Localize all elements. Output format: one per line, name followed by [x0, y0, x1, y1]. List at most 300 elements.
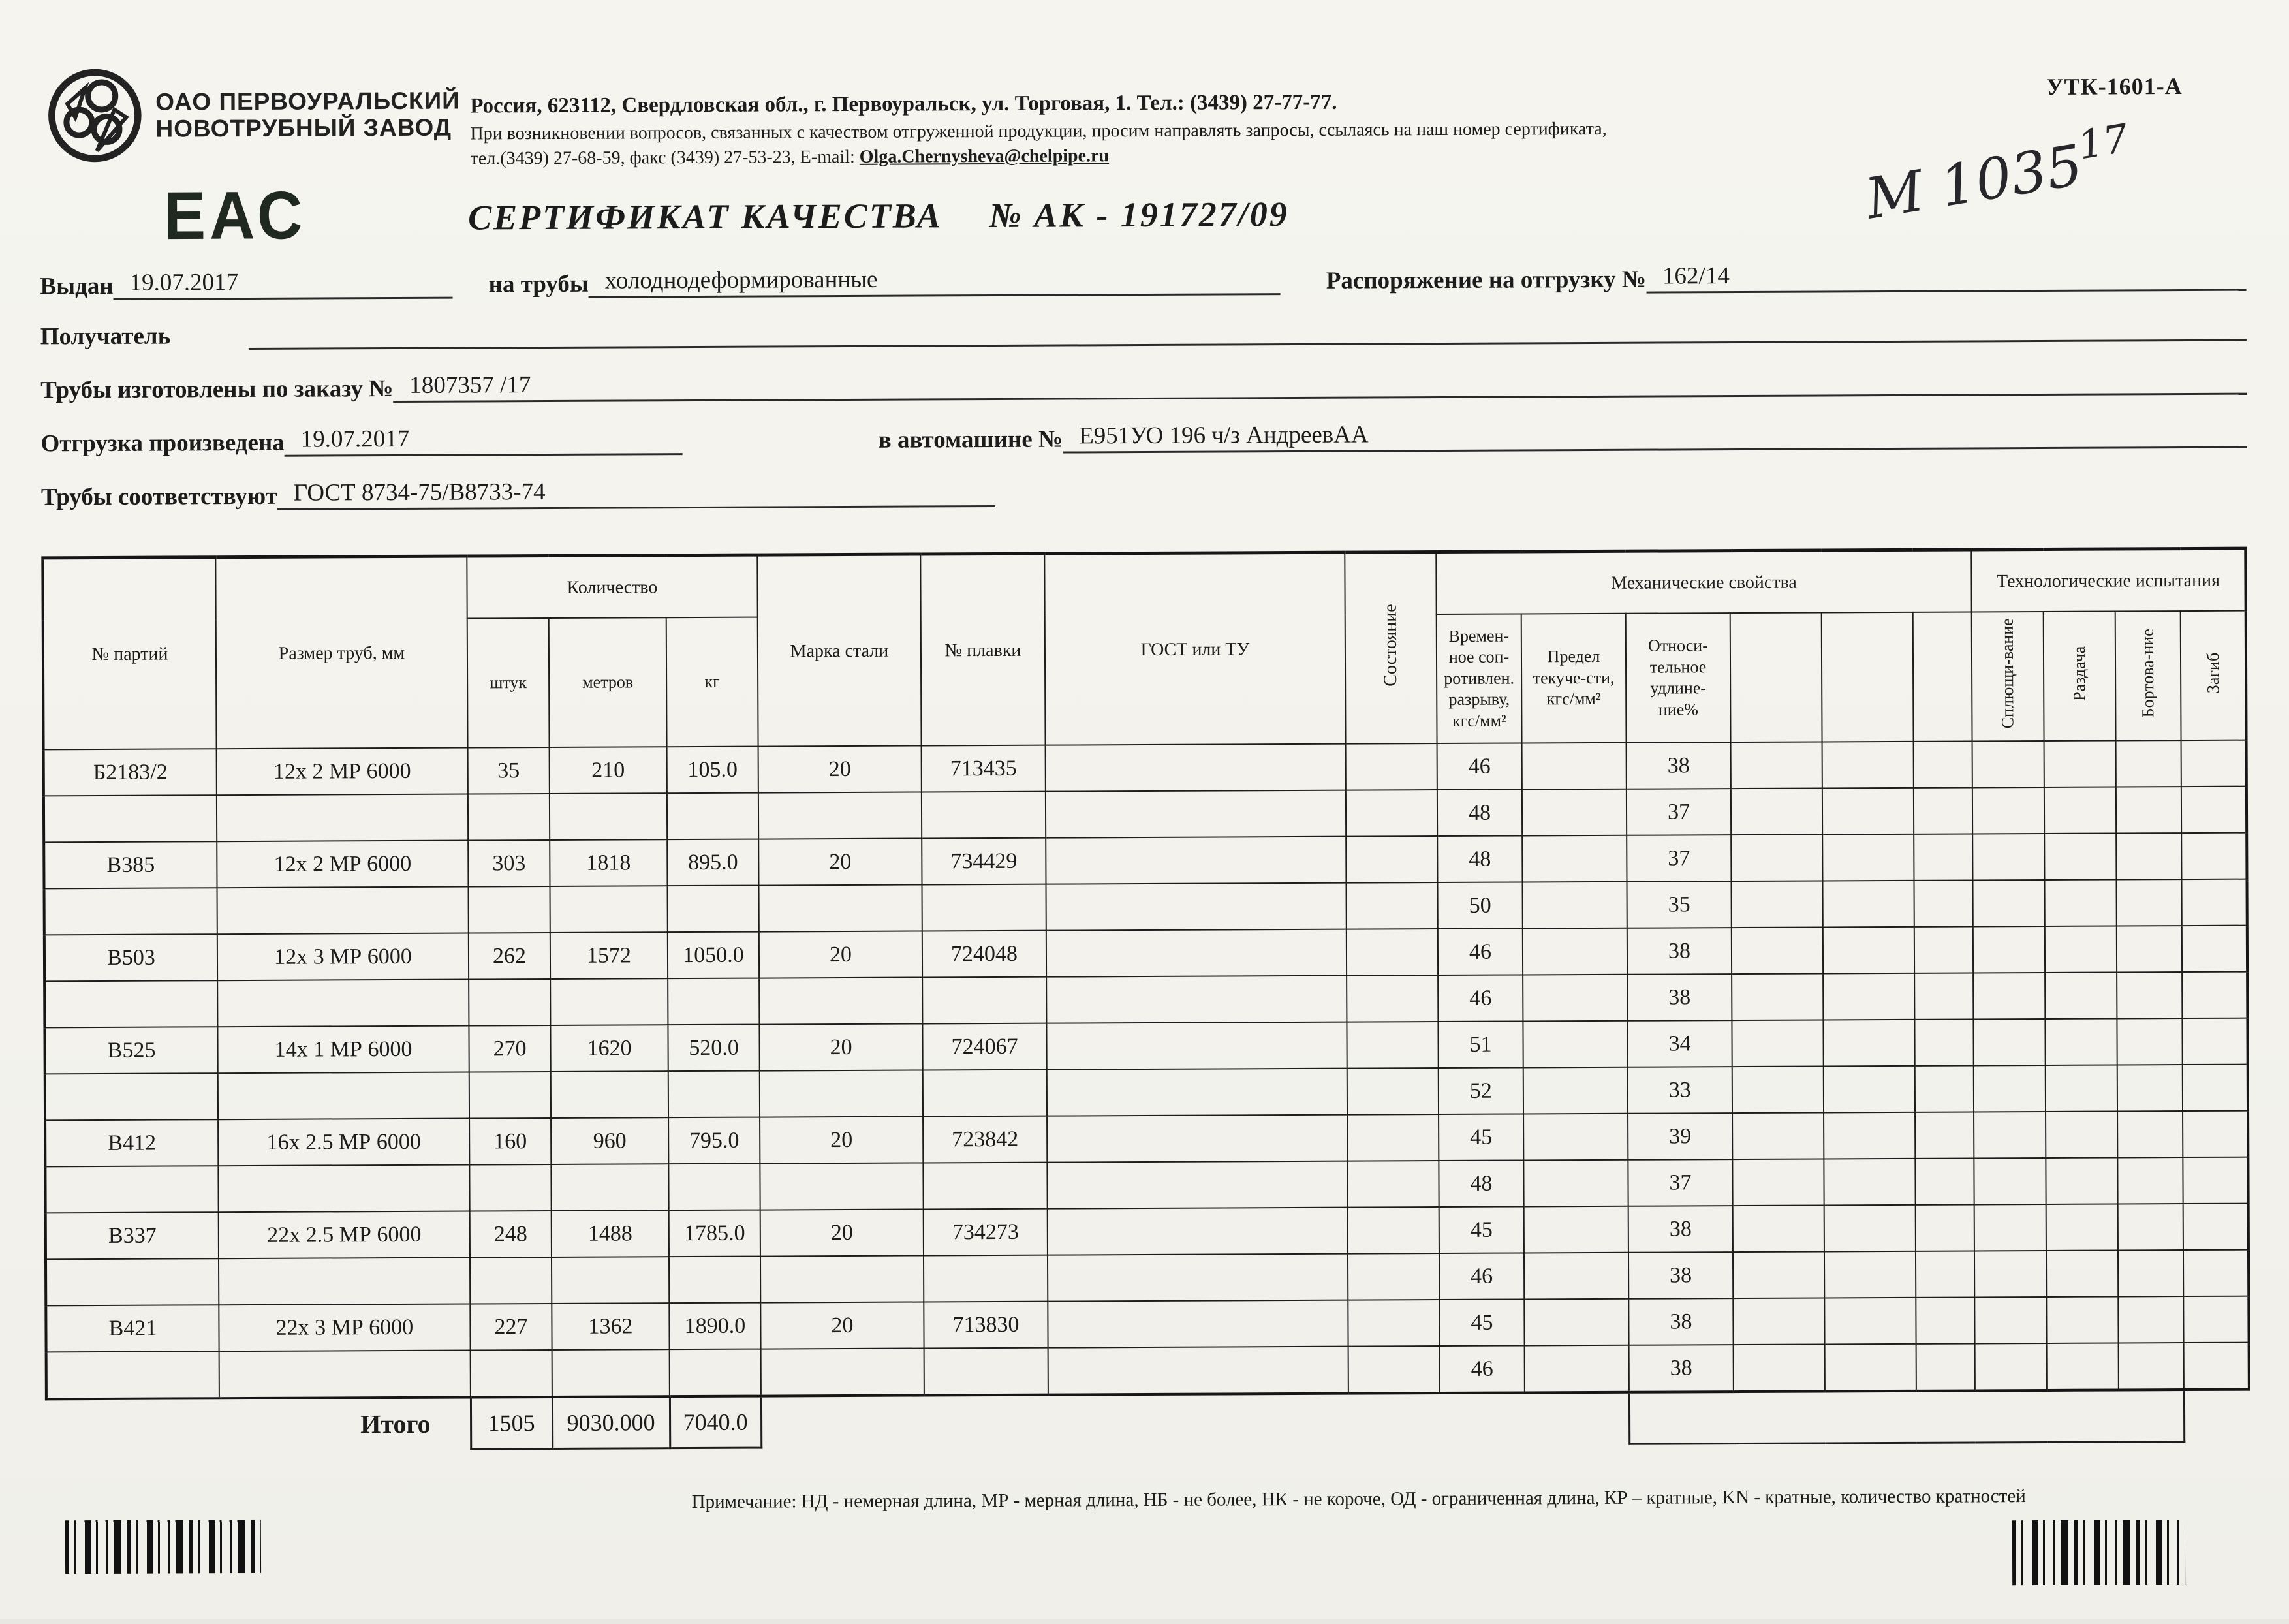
eac-conformity-mark: ЕАС	[163, 178, 307, 254]
cell-elongation: 39	[1628, 1113, 1732, 1160]
cell-tensile: 51	[1438, 1021, 1523, 1068]
col-header-state: Состояние	[1345, 552, 1437, 744]
issued-label: Выдан	[40, 272, 114, 300]
cell-elongation: 33	[1628, 1067, 1732, 1114]
pipes-label: на трубы	[488, 270, 589, 298]
cell-tensile: 48	[1437, 789, 1522, 836]
cell-melt	[924, 1348, 1048, 1396]
cell-flattening	[1972, 787, 2044, 834]
cell-flattening	[1974, 1251, 2046, 1297]
col-header-bend: Загиб	[2181, 611, 2247, 740]
cell-tensile: 45	[1439, 1206, 1524, 1253]
cell-size	[217, 980, 469, 1027]
cell-state	[1347, 929, 1438, 976]
cell-expansion	[2045, 926, 2117, 973]
cell-tensile: 46	[1438, 928, 1523, 975]
cell-meters	[551, 1164, 668, 1211]
cell-flanging	[2117, 1157, 2183, 1204]
cell-bend	[2182, 926, 2247, 972]
cell-gost	[1046, 837, 1346, 884]
cell-mech-extra-1	[1731, 881, 1822, 928]
cell-gost	[1047, 1161, 1347, 1209]
cell-melt	[922, 792, 1046, 839]
cell-melt: 713830	[924, 1302, 1048, 1349]
cell-mech-extra-1	[1734, 1344, 1825, 1392]
cell-yield	[1524, 1299, 1628, 1346]
cell-mech-extra-1	[1731, 788, 1822, 835]
issued-line	[40, 260, 2246, 301]
cell-melt: 724067	[922, 1023, 1046, 1070]
cell-bend	[2182, 972, 2247, 1018]
col-group-quantity: Количество	[467, 555, 757, 618]
cell-expansion	[2044, 741, 2116, 787]
cell-bend	[2181, 879, 2247, 926]
cell-mech-extra-3	[1915, 1112, 1974, 1158]
cell-meters	[550, 978, 668, 1025]
cell-mech-extra-1	[1732, 973, 1823, 1020]
totals-end-spacer	[2184, 1390, 2249, 1442]
cell-flattening	[1973, 926, 2045, 973]
cell-elongation: 38	[1628, 1252, 1733, 1299]
receiver-label: Получатель	[40, 322, 171, 351]
certificate-form-fields	[40, 260, 2247, 534]
cell-meters: 1572	[550, 932, 668, 979]
ship-order-number: 162/14	[1646, 260, 2247, 294]
cell-bend	[2181, 740, 2247, 787]
cell-steel: 20	[758, 745, 922, 792]
col-header-mech-extra-3	[1913, 612, 1972, 741]
cell-gost	[1046, 1022, 1347, 1070]
barcode-bottom-left	[65, 1520, 261, 1574]
cell-pieces	[469, 886, 550, 933]
cell-pieces	[471, 1350, 552, 1398]
cell-melt: 734273	[924, 1209, 1048, 1256]
cell-bend	[2182, 1018, 2247, 1065]
standard-line	[41, 471, 2247, 512]
cell-mech-extra-3	[1914, 834, 1972, 880]
cell-flanging	[2118, 1204, 2183, 1250]
cell-mech-extra-2	[1822, 881, 1914, 928]
cell-elongation: 38	[1628, 1298, 1733, 1345]
cell-flattening	[1972, 741, 2044, 787]
cell-state	[1347, 975, 1438, 1022]
cell-flanging	[2116, 879, 2181, 926]
cell-mech-extra-2	[1824, 1298, 1916, 1345]
cell-expansion	[2046, 1158, 2117, 1204]
cell-mech-extra-3	[1914, 787, 1972, 834]
cell-flattening	[1973, 973, 2045, 1019]
cell-pieces	[469, 1072, 551, 1119]
cell-state	[1348, 1300, 1439, 1347]
cell-mech-extra-3	[1916, 1343, 1975, 1390]
cell-kg: 105.0	[667, 747, 758, 794]
cell-flanging	[2116, 740, 2181, 787]
cell-kg: 895.0	[667, 839, 758, 886]
cell-melt: 713435	[922, 745, 1046, 792]
cell-batch: В525	[44, 1027, 217, 1074]
cell-state	[1348, 1253, 1439, 1300]
cell-flanging	[2117, 1111, 2183, 1157]
cell-kg	[669, 1257, 760, 1304]
cell-mech-extra-1	[1732, 1066, 1824, 1113]
cell-size	[218, 1165, 469, 1213]
cell-elongation: 38	[1627, 742, 1731, 789]
abbreviations-footnote: Примечание: НД - немерная длина, МР - мерная длина, НБ - не более, НК - не короче, ОД - ограниченная длина, КР – кратные, KN - кратные, количество кратностей	[691, 1486, 2026, 1513]
cell-flattening	[1975, 1343, 2047, 1390]
cell-mech-extra-2	[1824, 1112, 1915, 1159]
issued-date: 19.07.2017	[113, 268, 452, 300]
cell-bend	[2181, 833, 2247, 879]
cell-yield	[1523, 1021, 1627, 1068]
cell-size: 12х 3 МР 6000	[217, 933, 469, 981]
cell-mech-extra-1	[1731, 742, 1822, 789]
certificate-title-text: СЕРТИФИКАТ КАЧЕСТВА	[468, 196, 942, 238]
cell-meters: 1488	[552, 1210, 669, 1257]
shipped-date: 19.07.2017	[285, 424, 683, 457]
cell-yield	[1523, 1114, 1628, 1161]
barcode-bottom-right	[2012, 1520, 2185, 1585]
cell-steel	[758, 792, 922, 839]
cell-kg	[670, 1349, 761, 1397]
cell-flanging	[2117, 972, 2182, 1018]
cell-batch: В421	[46, 1305, 219, 1352]
cell-gost	[1046, 744, 1346, 792]
order-line	[40, 364, 2247, 405]
truck-value: Е951УО 196 ч/з АндреевАА	[1063, 417, 2247, 454]
col-header-mech-extra-2	[1822, 612, 1914, 742]
cell-pieces: 270	[469, 1025, 550, 1072]
ship-order-label: Распоряжение на отгрузку №	[1326, 266, 1647, 294]
cell-mech-extra-1	[1732, 1020, 1823, 1067]
cell-mech-extra-2	[1824, 1205, 1916, 1252]
cell-steel	[760, 1255, 924, 1302]
cell-expansion	[2044, 787, 2116, 834]
cell-gost	[1047, 1069, 1347, 1116]
cell-steel: 20	[760, 1302, 924, 1349]
cell-elongation: 38	[1628, 1206, 1733, 1253]
cell-flanging	[2117, 926, 2182, 972]
cell-yield	[1522, 882, 1627, 929]
cell-yield	[1523, 975, 1627, 1022]
col-header-kg: кг	[666, 617, 758, 747]
cell-expansion	[2044, 834, 2116, 880]
cell-tensile: 48	[1439, 1160, 1523, 1207]
cell-flanging	[2116, 787, 2181, 833]
cell-bend	[2184, 1343, 2249, 1390]
cell-flattening	[1974, 1065, 2046, 1112]
standard-value: ГОСТ 8734-75/В8733-74	[277, 476, 995, 510]
cell-gost	[1046, 790, 1346, 838]
cell-pieces: 248	[470, 1211, 552, 1258]
cell-state	[1346, 743, 1437, 790]
cell-batch	[45, 1073, 218, 1120]
cell-size	[218, 1072, 469, 1120]
cell-mech-extra-3	[1914, 1019, 1973, 1065]
cell-kg	[667, 793, 758, 840]
col-header-pieces: штук	[467, 618, 550, 748]
cell-mech-extra-1	[1733, 1298, 1824, 1345]
col-header-expansion: Раздача	[2044, 612, 2116, 741]
cell-elongation: 38	[1627, 974, 1732, 1021]
company-contacts	[470, 88, 1841, 169]
col-header-elongation: Относи-тельное удлине-ние%	[1626, 613, 1731, 743]
handwritten-number	[1860, 116, 2136, 232]
cell-flattening	[1974, 1112, 2046, 1158]
certificate-title	[0, 192, 1760, 240]
cell-mech-extra-3	[1916, 1251, 1974, 1297]
cell-meters	[550, 793, 667, 840]
col-header-batch: № партий	[42, 557, 216, 750]
company-name: ОАО ПЕРВОУРАЛЬСКИЙ НОВОТРУБНЫЙ ЗАВОД	[155, 87, 460, 142]
cell-mech-extra-2	[1823, 927, 1914, 974]
cell-steel: 20	[758, 838, 922, 885]
cell-melt	[924, 1255, 1048, 1302]
cell-batch	[44, 795, 217, 842]
cell-expansion	[2046, 1112, 2117, 1158]
cell-mech-extra-2	[1825, 1344, 1916, 1392]
cell-size	[219, 1258, 470, 1305]
cell-elongation: 37	[1627, 835, 1731, 882]
certificate-table	[41, 547, 2250, 1452]
cell-mech-extra-3	[1914, 741, 1972, 787]
col-header-mech-extra-1	[1730, 612, 1822, 742]
cell-bend	[2183, 1296, 2249, 1343]
made-by-order-label: Трубы изготовлены по заказу №	[40, 375, 394, 404]
cell-batch	[46, 1351, 219, 1399]
certificate-number: № АК - 191727/09	[989, 195, 1289, 236]
cell-elongation: 38	[1629, 1345, 1734, 1392]
cell-size: 12х 2 МР 6000	[217, 748, 468, 796]
cell-yield	[1523, 1067, 1628, 1114]
cell-mech-extra-2	[1823, 973, 1914, 1020]
cell-mech-extra-1	[1733, 1205, 1824, 1252]
cell-flattening	[1972, 880, 2044, 926]
cell-batch: В385	[44, 841, 217, 888]
cell-elongation: 37	[1628, 1159, 1732, 1206]
cell-flattening	[1973, 1019, 2045, 1065]
col-group-mechanical: Механические свойства	[1436, 550, 1971, 614]
cell-gost	[1046, 976, 1347, 1023]
cell-tensile: 46	[1439, 1253, 1524, 1300]
cell-size	[217, 794, 468, 842]
cell-kg	[668, 886, 759, 933]
contacts-line	[471, 142, 1841, 169]
cell-flanging	[2116, 833, 2181, 879]
cell-kg: 795.0	[668, 1117, 760, 1164]
col-header-steel-grade: Марка стали	[757, 554, 921, 747]
cell-mech-extra-2	[1824, 1066, 1915, 1113]
cell-tensile: 52	[1439, 1067, 1523, 1114]
cell-state	[1346, 790, 1437, 837]
cell-mech-extra-3	[1914, 926, 1973, 973]
cell-mech-extra-3	[1915, 1158, 1974, 1204]
cell-flanging	[2118, 1296, 2183, 1343]
col-header-tensile: Времен-ное соп-ротивлен. разрыву, кгс/мм²	[1437, 614, 1522, 743]
cell-gost	[1048, 1254, 1348, 1302]
cell-steel	[760, 1163, 923, 1210]
cell-expansion	[2046, 1250, 2118, 1296]
cell-pieces: 262	[469, 933, 550, 980]
cell-state	[1347, 1161, 1439, 1208]
cell-tensile: 45	[1439, 1299, 1524, 1346]
cell-yield	[1524, 1253, 1628, 1300]
cell-yield	[1522, 835, 1627, 882]
cell-mech-extra-1	[1732, 927, 1823, 974]
shipped-label: Отгрузка произведена	[40, 429, 285, 458]
cell-steel	[759, 977, 922, 1024]
cell-flattening	[1974, 1158, 2046, 1204]
cell-mech-extra-1	[1732, 1112, 1824, 1159]
cell-gost	[1048, 1300, 1348, 1348]
cell-size	[219, 1351, 471, 1399]
totals-kg: 7040.0	[670, 1396, 761, 1448]
cell-mech-extra-1	[1731, 834, 1822, 881]
cell-pieces: 160	[469, 1118, 551, 1165]
cell-tensile: 50	[1437, 882, 1522, 929]
cell-state	[1347, 1022, 1438, 1069]
form-code: УТК-1601-А	[2046, 73, 2183, 100]
cell-pieces	[469, 979, 550, 1026]
receiver-line	[40, 313, 2247, 351]
totals-empty-box	[1629, 1390, 2184, 1444]
cell-kg: 1785.0	[669, 1210, 760, 1257]
cell-batch: В503	[44, 934, 217, 981]
cell-state	[1347, 1114, 1439, 1161]
cell-elongation: 34	[1627, 1020, 1732, 1067]
cell-elongation: 38	[1627, 928, 1732, 975]
cell-batch	[46, 1258, 219, 1305]
cell-melt	[923, 1163, 1047, 1210]
cell-state	[1346, 836, 1437, 883]
totals-pieces: 1505	[471, 1397, 552, 1449]
cell-steel: 20	[759, 931, 922, 978]
cell-expansion	[2045, 1019, 2117, 1065]
cell-tensile: 46	[1438, 975, 1523, 1022]
cell-size: 12х 2 МР 6000	[217, 841, 468, 888]
cell-meters	[552, 1257, 669, 1304]
cell-melt	[922, 977, 1046, 1024]
cell-steel: 20	[760, 1116, 923, 1163]
pipe-plant-logo-icon	[46, 67, 144, 165]
cell-expansion	[2046, 1204, 2118, 1250]
cell-mech-extra-3	[1916, 1297, 1974, 1343]
cell-mech-extra-3	[1916, 1204, 1974, 1251]
cell-pieces	[469, 1164, 551, 1211]
cell-steel	[759, 884, 922, 931]
cell-bend	[2183, 1111, 2248, 1157]
cell-melt: 724048	[922, 931, 1046, 978]
cell-bend	[2183, 1157, 2248, 1204]
cell-size: 14х 1 МР 6000	[217, 1026, 469, 1074]
cell-pieces: 227	[470, 1304, 552, 1351]
cell-mech-extra-3	[1914, 880, 1972, 926]
cell-mech-extra-2	[1822, 834, 1914, 881]
company-logo	[46, 65, 460, 165]
cell-elongation: 37	[1627, 789, 1731, 835]
standard-label: Трубы соответствуют	[40, 482, 277, 511]
cell-tensile: 48	[1437, 835, 1522, 882]
cell-flanging	[2117, 1065, 2183, 1111]
cell-flanging	[2117, 1018, 2182, 1065]
cell-flattening	[1974, 1297, 2046, 1343]
receiver-value	[249, 338, 2247, 350]
cell-bend	[2183, 1065, 2248, 1111]
cell-melt: 723842	[923, 1116, 1047, 1163]
cell-batch	[44, 980, 217, 1027]
cell-expansion	[2044, 880, 2116, 926]
cell-gost	[1046, 883, 1346, 931]
cell-size: 22х 2.5 МР 6000	[219, 1211, 470, 1259]
cell-state	[1347, 1068, 1439, 1115]
cell-meters: 1620	[550, 1025, 668, 1072]
cell-pieces: 35	[468, 747, 550, 794]
cell-kg: 520.0	[668, 1025, 759, 1072]
cell-mech-extra-3	[1915, 1065, 1974, 1112]
cell-mech-extra-2	[1823, 1020, 1914, 1067]
cell-melt	[923, 1070, 1047, 1117]
cell-batch: В337	[46, 1212, 219, 1259]
cell-bend	[2183, 1250, 2249, 1296]
cell-meters: 1818	[550, 839, 667, 886]
cell-gost	[1047, 1115, 1347, 1163]
truck-label: в автомашине №	[878, 426, 1063, 454]
cell-mech-extra-2	[1824, 1251, 1916, 1298]
cell-batch	[44, 888, 217, 935]
cell-yield	[1522, 789, 1627, 836]
cell-meters	[550, 886, 668, 933]
cell-mech-extra-2	[1822, 788, 1914, 835]
cell-tensile: 46	[1440, 1345, 1525, 1393]
handwritten-superscript: 17	[2075, 116, 2132, 169]
cell-gost	[1048, 1208, 1348, 1255]
cell-pieces: 303	[468, 840, 550, 887]
totals-label: Итого	[360, 1409, 431, 1439]
cell-steel	[761, 1348, 924, 1396]
handwritten-main: М 1035	[1861, 133, 2087, 232]
cell-size	[217, 887, 469, 935]
quality-inquiry-note: При возникновении вопросов, связанных с качеством отгруженной продукции, просим направлять запросы, ссылаясь на наш номер сертификата,	[470, 118, 1607, 144]
cell-meters: 960	[551, 1117, 668, 1164]
cell-state	[1346, 882, 1437, 929]
cell-tensile: 46	[1437, 743, 1522, 790]
cell-gost	[1048, 1347, 1348, 1395]
cell-kg	[668, 1071, 760, 1118]
col-header-size: Размер труб, мм	[215, 556, 467, 749]
cell-pieces	[470, 1257, 552, 1304]
cell-pieces	[468, 794, 550, 841]
cell-steel: 20	[760, 1209, 924, 1256]
cell-size: 22х 3 МР 6000	[219, 1304, 470, 1352]
cell-elongation: 35	[1627, 881, 1731, 928]
col-header-flattening: Сплющи-вание	[1972, 612, 2044, 741]
cell-yield	[1523, 1160, 1628, 1207]
cell-expansion	[2045, 973, 2117, 1019]
cell-kg	[668, 1164, 760, 1211]
contacts-prefix: тел.(3439) 27-68-59, факс (3439) 27-53-23, E-mail:	[470, 146, 860, 169]
col-header-meters: метров	[549, 617, 667, 747]
cell-state	[1348, 1207, 1439, 1254]
pipes-type: холоднодеформированные	[589, 264, 1281, 298]
cell-meters	[552, 1349, 670, 1397]
cell-mech-extra-2	[1824, 1159, 1915, 1206]
totals-spacer	[761, 1392, 1629, 1448]
col-header-gost: ГОСТ или ТУ	[1044, 552, 1345, 745]
cell-bend	[2181, 787, 2247, 833]
col-header-flanging: Бортова-ние	[2115, 611, 2181, 740]
cell-expansion	[2047, 1343, 2119, 1390]
cell-steel: 20	[759, 1023, 922, 1070]
cell-state	[1348, 1346, 1440, 1394]
